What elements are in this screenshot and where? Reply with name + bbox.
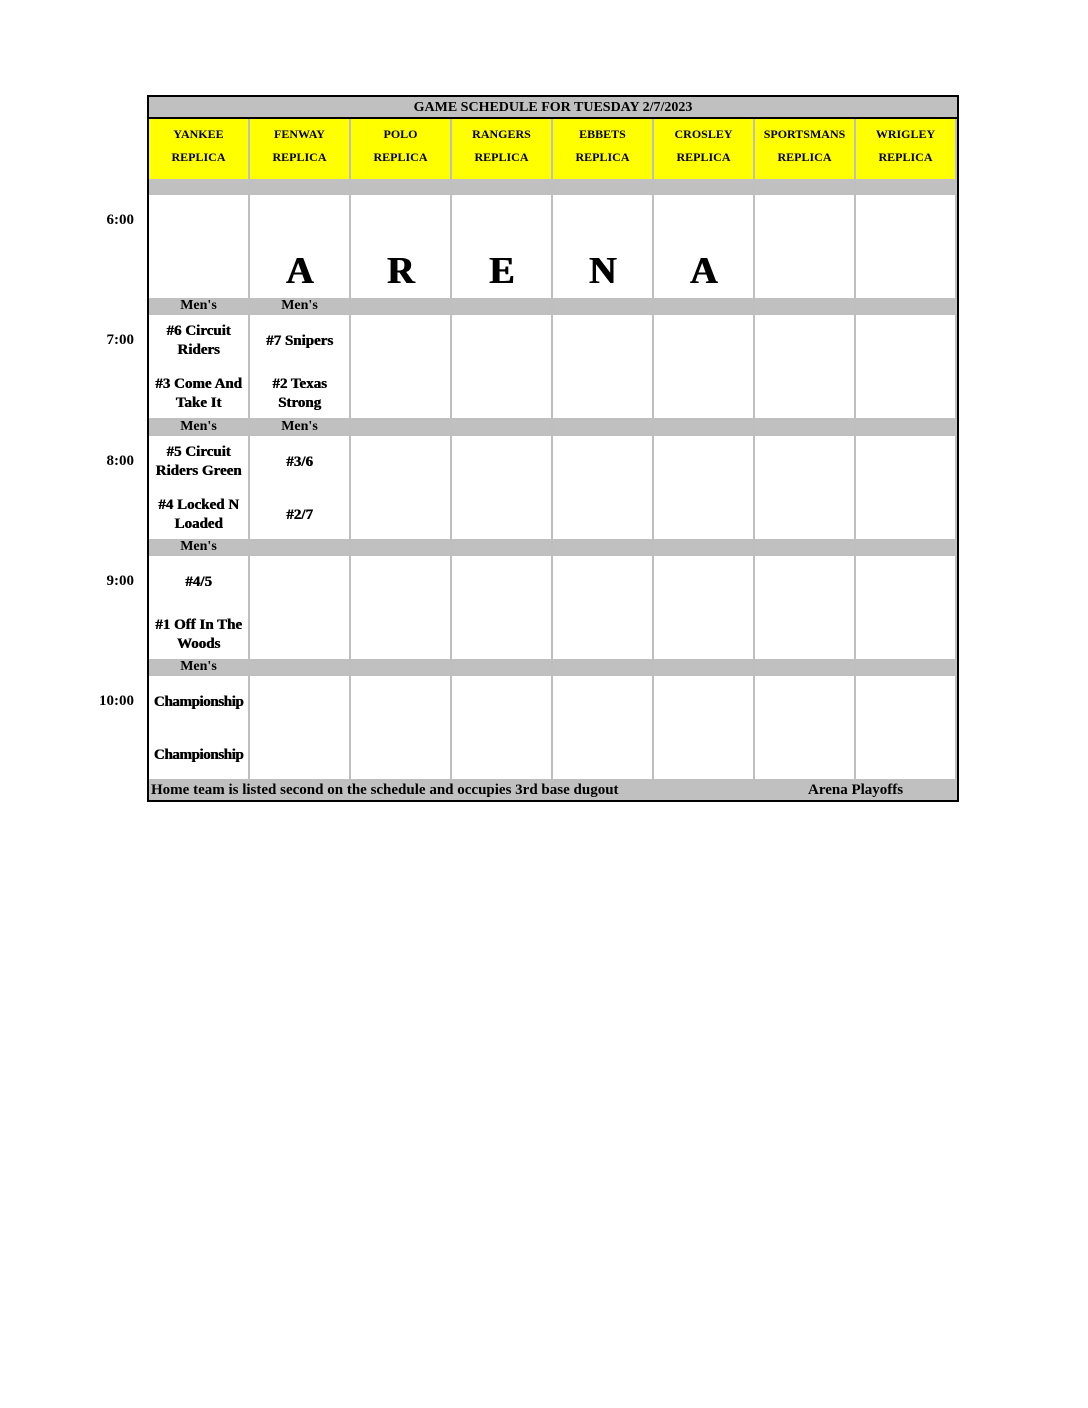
- game-cell: [755, 436, 854, 539]
- field-name: CROSLEY: [674, 127, 733, 141]
- schedule-table: [147, 95, 959, 802]
- game-cell: [755, 676, 854, 779]
- arena-letter: E: [488, 250, 515, 292]
- field-name: EBBETS: [579, 127, 626, 141]
- game-cell: [351, 315, 450, 418]
- arena-letter: A: [689, 250, 718, 292]
- game-cell: [149, 556, 248, 659]
- division-bar: [553, 540, 652, 554]
- division-bar: [755, 420, 854, 434]
- game-cell: [553, 436, 652, 539]
- division-bar: Men's: [250, 420, 349, 434]
- home-team: #1 Off In The Woods: [155, 617, 242, 652]
- field-name: FENWAY: [274, 127, 325, 141]
- game-cell: [553, 556, 652, 659]
- schedule-footer: [149, 781, 957, 800]
- field-type: REPLICA: [171, 150, 226, 164]
- game-cell: [452, 195, 551, 298]
- division-bar: [351, 660, 450, 674]
- game-cell: [452, 436, 551, 539]
- division-bar: [351, 420, 450, 434]
- game-cell: [250, 315, 349, 418]
- field-type: REPLICA: [575, 150, 630, 164]
- division-bar: Men's: [149, 660, 248, 674]
- division-bar: [452, 299, 551, 313]
- game-cell: [452, 556, 551, 659]
- field-type: REPLICA: [777, 150, 832, 164]
- game-cell: [654, 676, 753, 779]
- time-label-700: 7:00: [106, 332, 134, 348]
- division-bar: [351, 299, 450, 313]
- division-bar: [250, 179, 349, 193]
- time-label-800: 8:00: [106, 453, 134, 469]
- game-cell: [452, 315, 551, 418]
- field-type: REPLICA: [878, 150, 933, 164]
- game-cell: [856, 676, 955, 779]
- away-team: #6 Circuit Riders: [166, 323, 231, 358]
- division-bar: [250, 540, 349, 554]
- division-bar: [553, 420, 652, 434]
- away-team: #7 Snipers: [265, 332, 334, 349]
- field-header-sportsmans: [755, 119, 854, 179]
- game-cell: [856, 315, 955, 418]
- arena-letter: A: [285, 250, 314, 292]
- division-bar: [654, 299, 753, 313]
- division-bar: [250, 660, 349, 674]
- game-cell: [856, 195, 955, 298]
- footer-label: Arena Playoffs: [808, 782, 904, 798]
- arena-letter: R: [386, 250, 415, 292]
- division-bar: [654, 179, 753, 193]
- away-team: Championship: [153, 693, 244, 710]
- game-cell: [553, 676, 652, 779]
- division-bar: [351, 179, 450, 193]
- time-label-900: 9:00: [106, 573, 134, 589]
- game-cell: [250, 195, 349, 298]
- game-cell: [553, 195, 652, 298]
- game-cell: [654, 195, 753, 298]
- division-bar: [856, 420, 955, 434]
- game-cell: [553, 315, 652, 418]
- game-cell: [351, 436, 450, 539]
- field-type: REPLICA: [474, 150, 529, 164]
- home-team: #2 Texas Strong: [272, 376, 327, 411]
- footer-note: Home team is listed second on the schedule and occupies 3rd base dugout: [151, 782, 619, 798]
- field-name: RANGERS: [472, 127, 531, 141]
- game-cell: [351, 676, 450, 779]
- field-header-wrigley: [856, 119, 955, 179]
- game-cell: [351, 556, 450, 659]
- field-header-polo: [351, 119, 450, 179]
- arena-letter: N: [588, 250, 617, 292]
- field-header-rangers: [452, 119, 551, 179]
- division-bar: [654, 540, 753, 554]
- game-cell: [149, 195, 248, 298]
- game-cell: [755, 315, 854, 418]
- field-name: WRIGLEY: [875, 127, 936, 141]
- game-cell: [149, 315, 248, 418]
- field-header-crosley: [654, 119, 753, 179]
- time-label-600: 6:00: [106, 212, 134, 228]
- division-bar: [755, 179, 854, 193]
- division-bar: [553, 660, 652, 674]
- division-bar: [452, 660, 551, 674]
- division-bar: [452, 179, 551, 193]
- game-cell: [250, 436, 349, 539]
- game-cell: [755, 195, 854, 298]
- field-name: YANKEE: [173, 127, 224, 141]
- schedule-title: GAME SCHEDULE FOR TUESDAY 2/7/2023: [149, 97, 957, 119]
- division-bar: [856, 179, 955, 193]
- division-bar: [856, 540, 955, 554]
- game-cell: [755, 556, 854, 659]
- field-header-fenway: [250, 119, 349, 179]
- game-cell: [149, 676, 248, 779]
- division-bar: [654, 660, 753, 674]
- division-bar: [149, 179, 248, 193]
- division-bar: [351, 540, 450, 554]
- division-bar: [856, 660, 955, 674]
- game-cell: [654, 556, 753, 659]
- game-cell: [351, 195, 450, 298]
- game-cell: [250, 676, 349, 779]
- division-bar: [755, 540, 854, 554]
- field-name: POLO: [383, 127, 418, 141]
- game-cell: [654, 315, 753, 418]
- away-team: #5 Circuit Riders Green: [155, 444, 242, 479]
- division-bar: Men's: [149, 420, 248, 434]
- division-bar: [452, 420, 551, 434]
- game-cell: [452, 676, 551, 779]
- division-bar: [755, 660, 854, 674]
- field-name: SPORTSMANS: [763, 127, 846, 141]
- field-type: REPLICA: [373, 150, 428, 164]
- division-bar: Men's: [250, 299, 349, 313]
- home-team: Championship: [153, 746, 244, 763]
- home-team: #2/7: [286, 506, 313, 523]
- division-bar: Men's: [149, 299, 248, 313]
- field-type: REPLICA: [272, 150, 327, 164]
- away-team: #4/5: [185, 573, 212, 590]
- field-header-ebbets: [553, 119, 652, 179]
- division-bar: Men's: [149, 540, 248, 554]
- division-bar: [755, 299, 854, 313]
- field-header-yankee: [149, 119, 248, 179]
- division-bar: [553, 299, 652, 313]
- field-type: REPLICA: [676, 150, 731, 164]
- division-bar: [654, 420, 753, 434]
- home-team: #3 Come And Take It: [155, 376, 242, 411]
- game-cell: [856, 436, 955, 539]
- game-cell: [654, 436, 753, 539]
- away-team: #3/6: [286, 453, 313, 470]
- division-bar: [856, 299, 955, 313]
- division-bar: [452, 540, 551, 554]
- game-cell: [250, 556, 349, 659]
- time-label-1000: 10:00: [99, 693, 134, 709]
- game-cell: [149, 436, 248, 539]
- home-team: #4 Locked N Loaded: [158, 497, 239, 532]
- game-cell: [856, 556, 955, 659]
- division-bar: [553, 179, 652, 193]
